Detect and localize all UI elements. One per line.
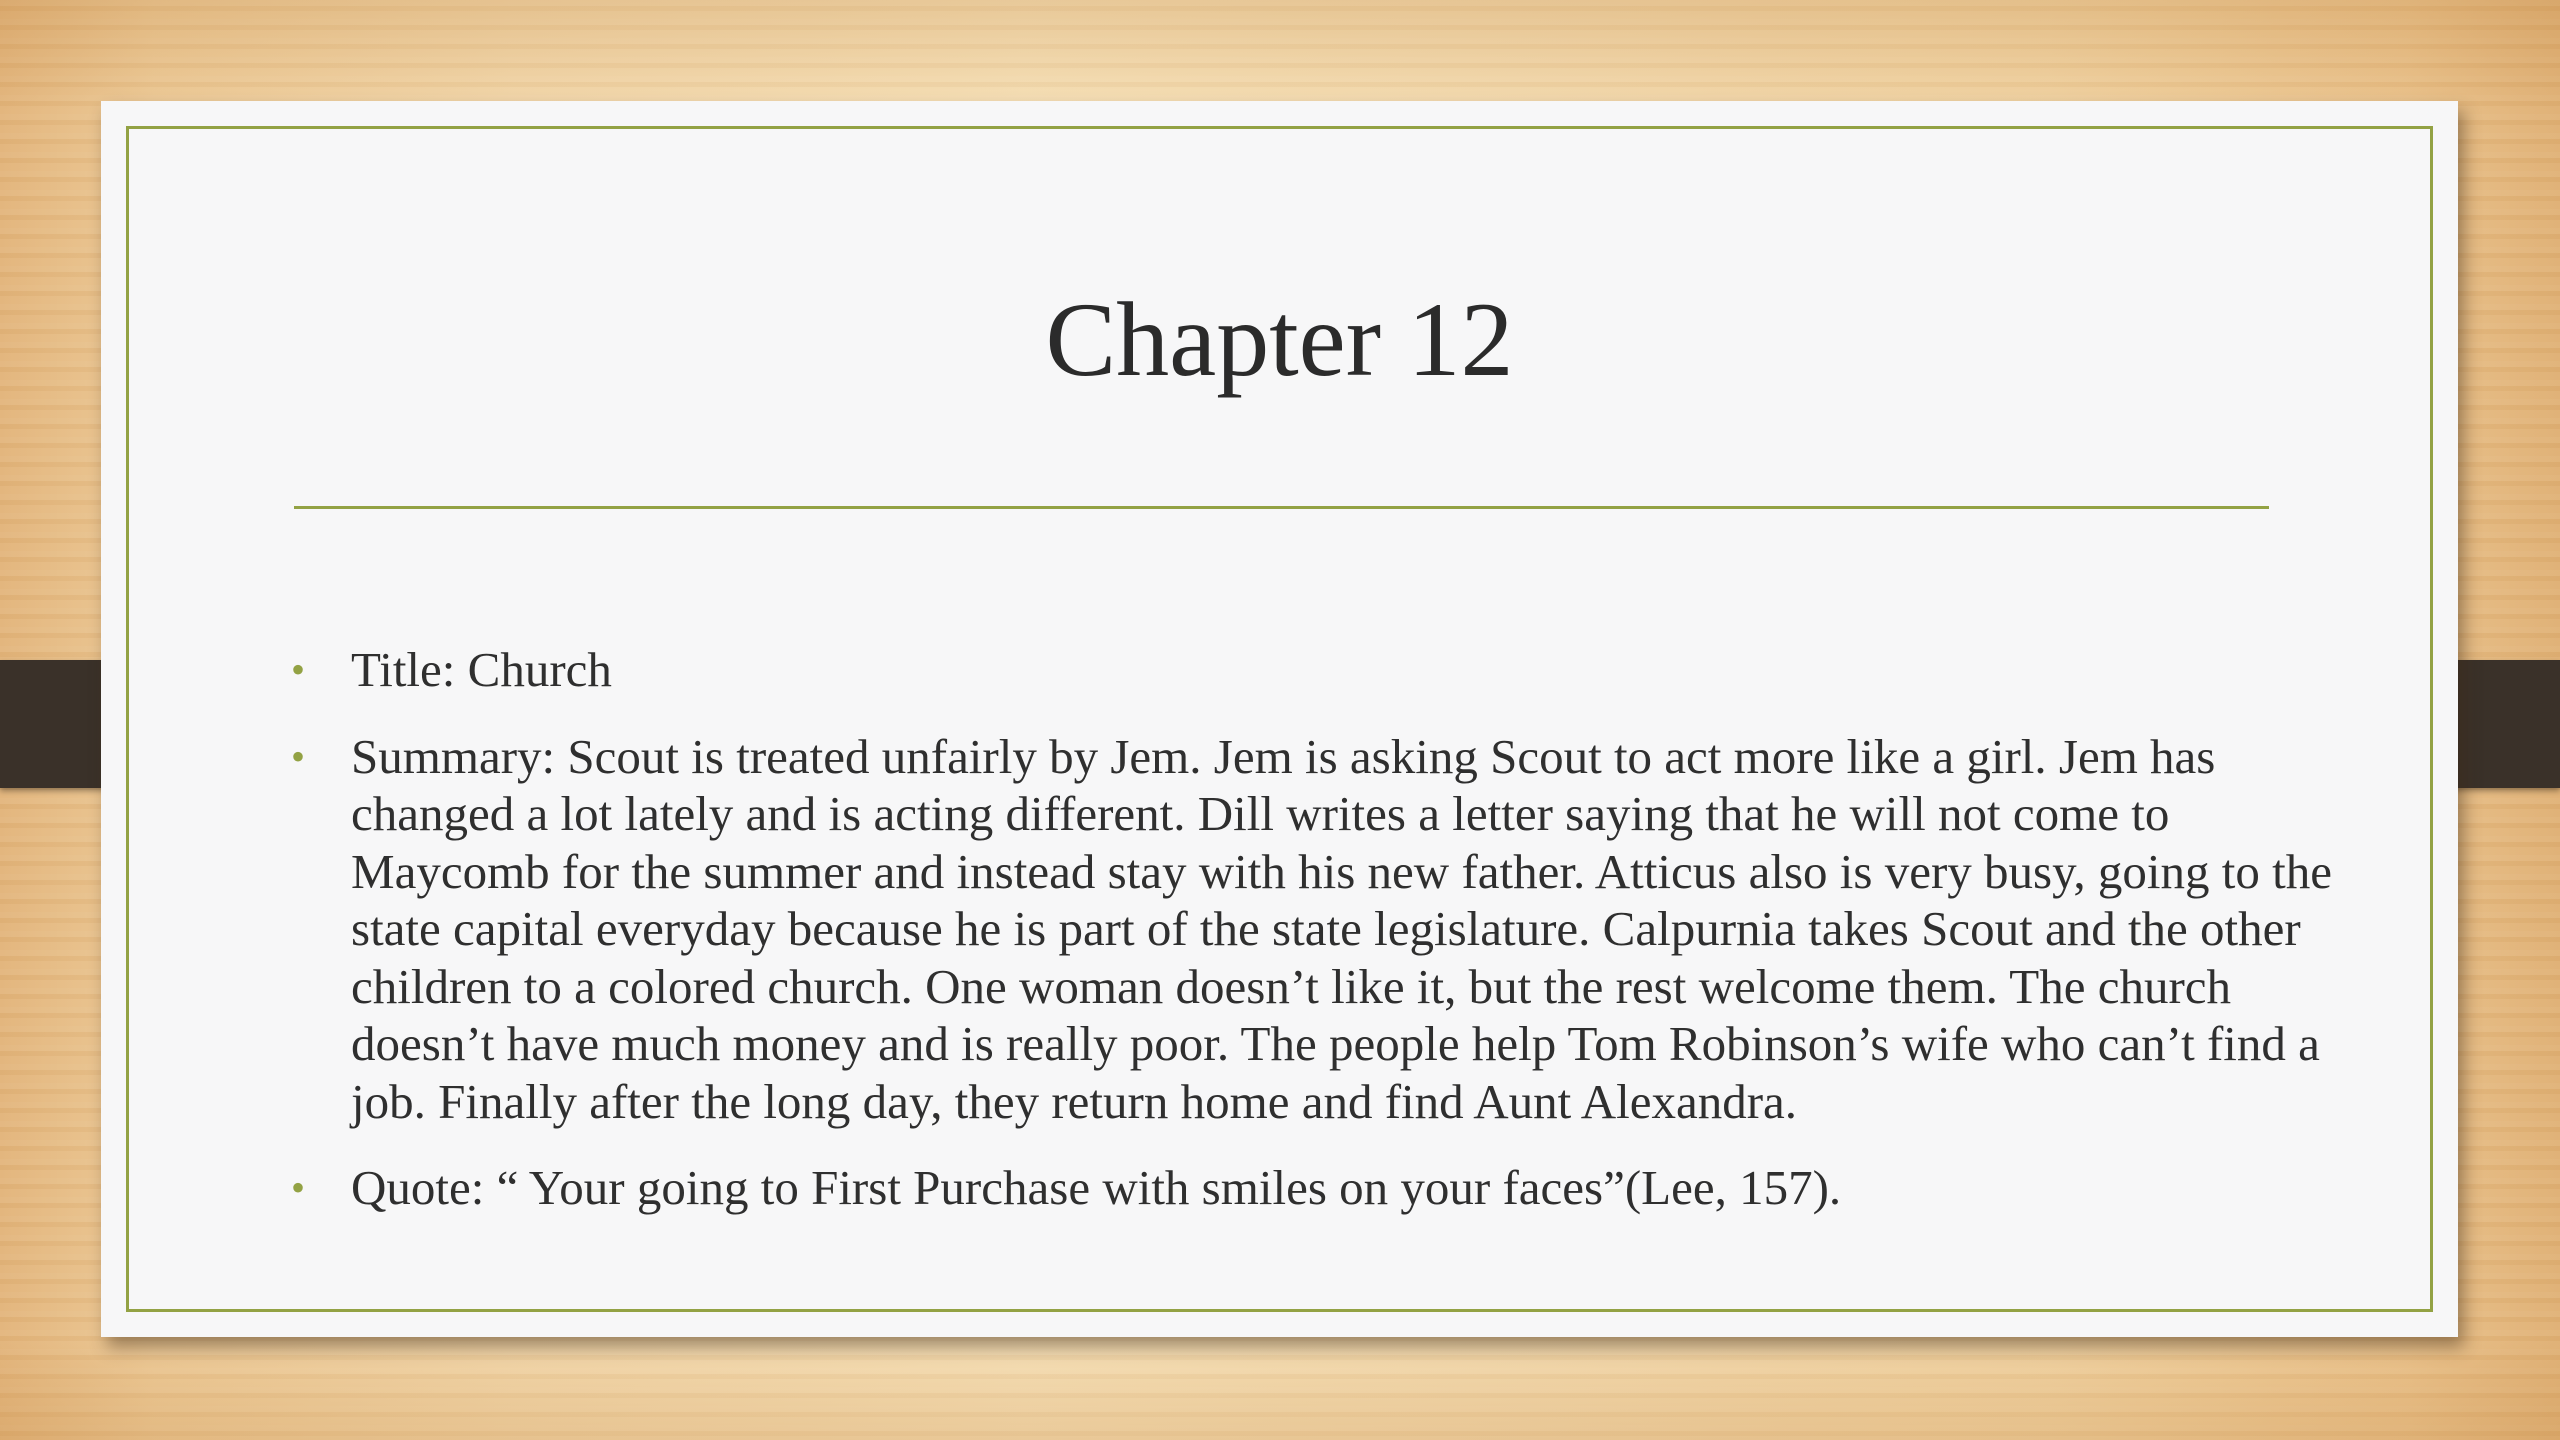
- bullet-text: Summary: Scout is treated unfairly by Jem. Jem is asking Scout to act more like a girl. Jem has changed a lot lately and is acting different. Dill writes a letter saying that he will not come to Maycomb for the summer and instead stay with his new father. Atticus also is very busy, going to the state capital everyday because he is part of the state legislature. Calpurnia takes Scout and the other children to a colored church. One woman doesn’t like it, but the rest welcome them. The church doesn’t have much money and is really poor. The people help Tom Robinson’s wife who can’t find a job. Finally after the long day, they return home and find Aunt Alexandra.: [351, 728, 2332, 1129]
- title-divider: [294, 506, 2269, 509]
- bullet-item-quote: [291, 1159, 2361, 1217]
- bullet-text: Quote: “ Your going to First Purchase with smiles on your faces”(Lee, 157).: [351, 1160, 1842, 1215]
- bullet-icon: •: [291, 733, 306, 779]
- bullet-icon: •: [291, 1165, 306, 1210]
- bullet-icon: •: [291, 647, 306, 692]
- bullet-item-title: [291, 641, 2361, 699]
- wood-background-top-shade: [0, 0, 2560, 110]
- bullet-item-summary: [291, 728, 2361, 1131]
- slide-card: [101, 101, 2458, 1337]
- bullet-text: Title: Church: [351, 642, 612, 697]
- wood-background-bottom-shade: [0, 1340, 2560, 1440]
- slide-title: Chapter 12: [1045, 281, 1514, 398]
- bullet-list: [291, 641, 2361, 1246]
